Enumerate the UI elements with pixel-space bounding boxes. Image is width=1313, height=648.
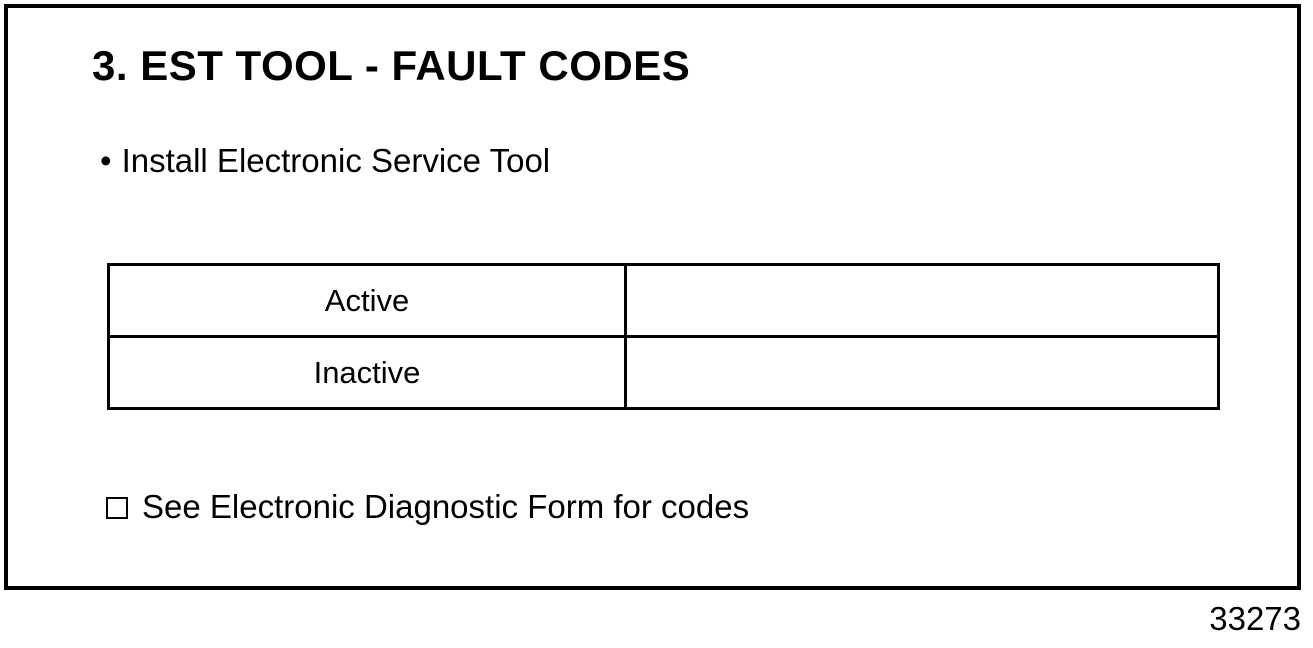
row-value-inactive[interactable] — [626, 337, 1219, 409]
figure-id: 33273 — [1209, 600, 1301, 637]
table-row — [109, 265, 1219, 337]
row-label-active: Active — [109, 265, 626, 337]
row-value-active[interactable] — [626, 265, 1219, 337]
bullet-item-label: Install Electronic Service Tool — [121, 142, 551, 179]
checkbox-icon[interactable] — [106, 497, 128, 519]
bullet-item — [100, 142, 550, 180]
fault-codes-table — [107, 263, 1220, 410]
slide-frame — [4, 4, 1301, 590]
row-label-inactive: Inactive — [109, 337, 626, 409]
checklist-item[interactable] — [106, 488, 749, 526]
page-title: 3. EST TOOL - FAULT CODES — [92, 42, 691, 89]
bullet-marker-icon: • — [100, 142, 112, 179]
table-row — [109, 337, 1219, 409]
checklist-item-label: See Electronic Diagnostic Form for codes — [142, 488, 750, 525]
